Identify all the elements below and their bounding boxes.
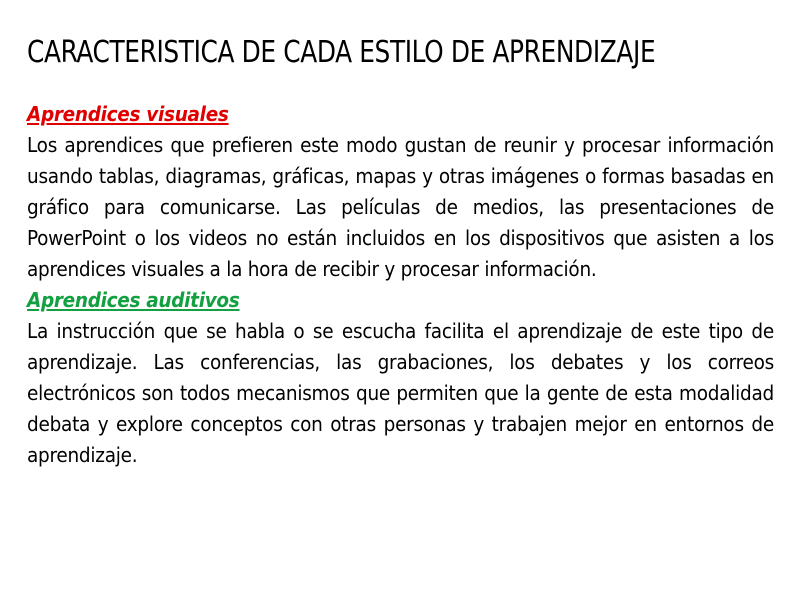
visual-learners-heading: Aprendices visuales	[27, 102, 229, 126]
auditory-learners-description: La instrucción que se habla o se escucha facilita el aprendizaje de este tipo de aprendizaje. Las conferencias, las grabaciones, los debates y los correos electrónicos son todos mecanismos que permiten que la gente de esta modalidad debata y explore conceptos con otras personas y trabajen mejor en entornos de aprendizaje.	[27, 319, 774, 467]
visual-learners-description: Los aprendices que prefieren este modo gustan de reunir y procesar información usando tablas, diagramas, gráficas, mapas y otras imágenes o formas basadas en gráfico para comunicarse. Las películas de medios, las presentaciones de PowerPoint o los videos no están incluidos en los dispositivos que asisten a los aprendices visuales a la hora de recibir y procesar información.	[27, 133, 774, 281]
slide-title: CARACTERISTICA DE CADA ESTILO DE APRENDIZAJE	[27, 35, 656, 70]
section-auditory-learners	[27, 285, 774, 471]
auditory-learners-heading: Aprendices auditivos	[27, 288, 240, 312]
section-visual-learners	[27, 99, 774, 285]
slide-content	[27, 99, 774, 471]
